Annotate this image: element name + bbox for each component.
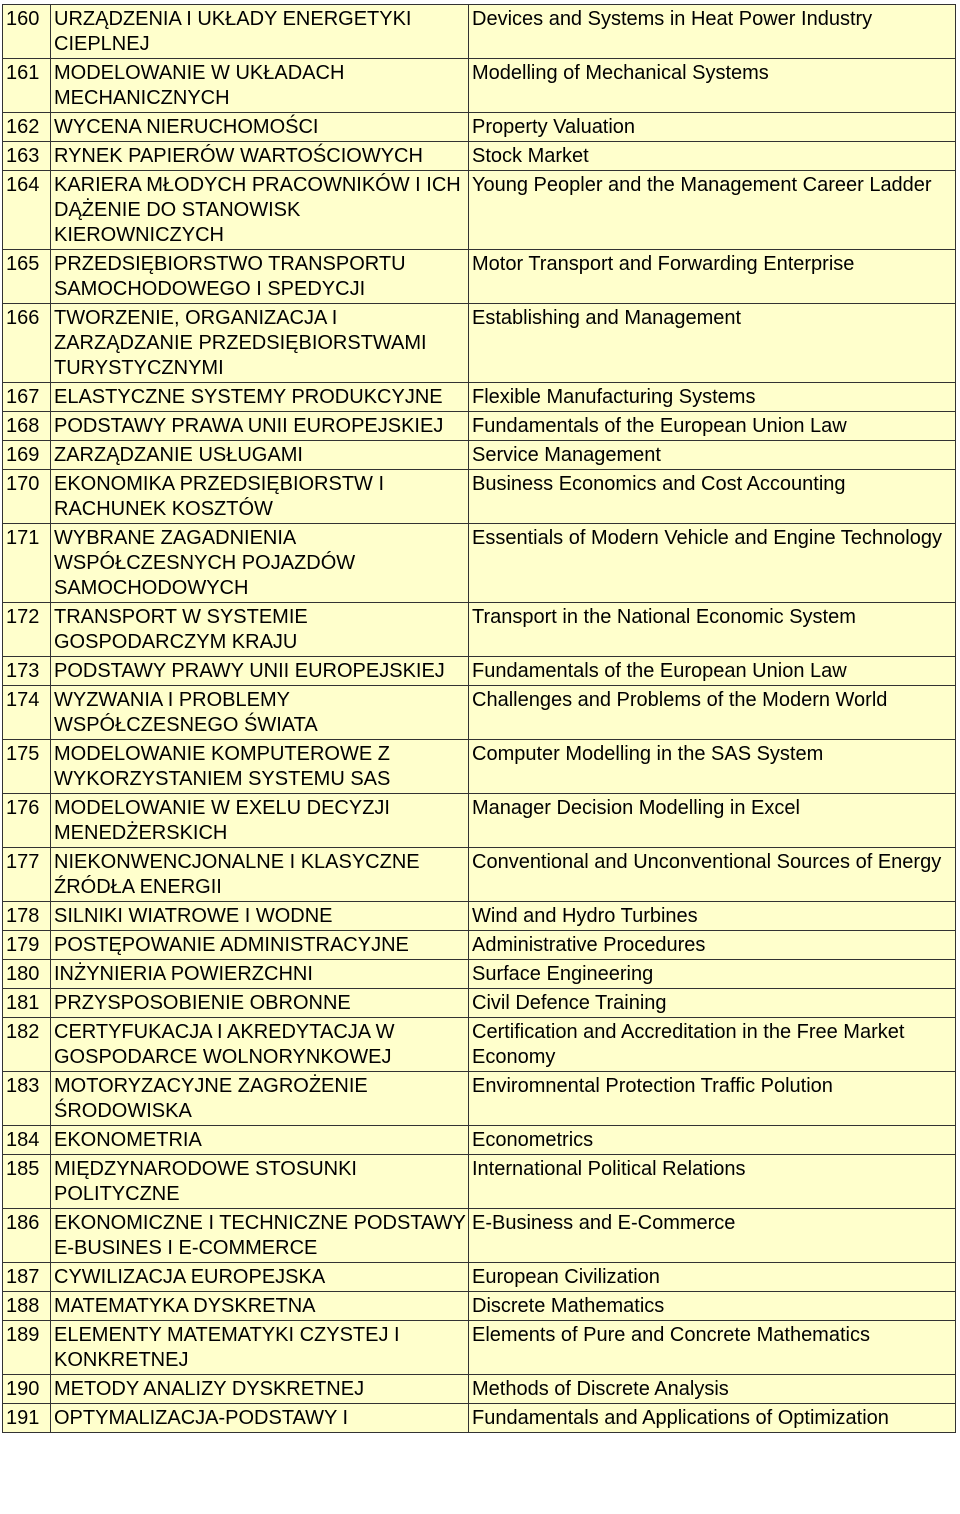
course-table bbox=[2, 4, 956, 1433]
course-title-polish: WYZWANIA I PROBLEMY WSPÓŁCZESNEGO ŚWIATA bbox=[51, 686, 469, 740]
course-title-english: Challenges and Problems of the Modern World bbox=[469, 686, 956, 740]
course-number: 164 bbox=[3, 171, 51, 250]
course-title-english: Discrete Mathematics bbox=[469, 1292, 956, 1321]
course-number: 163 bbox=[3, 142, 51, 171]
table-row bbox=[3, 1263, 956, 1292]
table-row bbox=[3, 304, 956, 383]
course-title-polish: TRANSPORT W SYSTEMIE GOSPODARCZYM KRAJU bbox=[51, 603, 469, 657]
table-row bbox=[3, 1155, 956, 1209]
course-title-polish: MIĘDZYNARODOWE STOSUNKI POLITYCZNE bbox=[51, 1155, 469, 1209]
table-row bbox=[3, 931, 956, 960]
course-title-english: Manager Decision Modelling in Excel bbox=[469, 794, 956, 848]
course-title-english: Administrative Procedures bbox=[469, 931, 956, 960]
table-row bbox=[3, 250, 956, 304]
course-title-english: Wind and Hydro Turbines bbox=[469, 902, 956, 931]
course-title-english: Property Valuation bbox=[469, 113, 956, 142]
course-title-english: Devices and Systems in Heat Power Industry bbox=[469, 5, 956, 59]
table-row bbox=[3, 1209, 956, 1263]
course-title-english: Civil Defence Training bbox=[469, 989, 956, 1018]
course-title-polish: NIEKONWENCJONALNE I KLASYCZNE ŹRÓDŁA ENERGII bbox=[51, 848, 469, 902]
course-number: 191 bbox=[3, 1404, 51, 1433]
table-row bbox=[3, 142, 956, 171]
course-title-english: Certification and Accreditation in the Free Market Economy bbox=[469, 1018, 956, 1072]
course-title-english: Fundamentals and Applications of Optimization bbox=[469, 1404, 956, 1433]
course-number: 174 bbox=[3, 686, 51, 740]
table-row bbox=[3, 59, 956, 113]
course-number: 177 bbox=[3, 848, 51, 902]
course-title-english: Business Economics and Cost Accounting bbox=[469, 470, 956, 524]
course-number: 170 bbox=[3, 470, 51, 524]
course-title-english: Methods of Discrete Analysis bbox=[469, 1375, 956, 1404]
table-row bbox=[3, 1018, 956, 1072]
table-row bbox=[3, 960, 956, 989]
course-number: 176 bbox=[3, 794, 51, 848]
course-title-polish: KARIERA MŁODYCH PRACOWNIKÓW I ICH DĄŻENIE DO STANOWISK KIEROWNICZYCH bbox=[51, 171, 469, 250]
course-title-polish: CYWILIZACJA EUROPEJSKA bbox=[51, 1263, 469, 1292]
table-row bbox=[3, 902, 956, 931]
course-number: 171 bbox=[3, 524, 51, 603]
table-row bbox=[3, 794, 956, 848]
course-title-polish: METODY ANALIZY DYSKRETNEJ bbox=[51, 1375, 469, 1404]
course-title-polish: PRZYSPOSOBIENIE OBRONNE bbox=[51, 989, 469, 1018]
course-title-english: Enviromnental Protection Traffic Polution bbox=[469, 1072, 956, 1126]
course-title-english: Fundamentals of the European Union Law bbox=[469, 412, 956, 441]
course-number: 178 bbox=[3, 902, 51, 931]
course-number: 167 bbox=[3, 383, 51, 412]
course-number: 189 bbox=[3, 1321, 51, 1375]
course-title-english: International Political Relations bbox=[469, 1155, 956, 1209]
course-title-polish: EKONOMICZNE I TECHNICZNE PODSTAWY E-BUSINES I E-COMMERCE bbox=[51, 1209, 469, 1263]
course-number: 175 bbox=[3, 740, 51, 794]
course-title-polish: MOTORYZACYJNE ZAGROŻENIE ŚRODOWISKA bbox=[51, 1072, 469, 1126]
course-number: 187 bbox=[3, 1263, 51, 1292]
course-title-polish: INŻYNIERIA POWIERZCHNI bbox=[51, 960, 469, 989]
course-number: 182 bbox=[3, 1018, 51, 1072]
table-row bbox=[3, 1072, 956, 1126]
course-number: 179 bbox=[3, 931, 51, 960]
course-number: 185 bbox=[3, 1155, 51, 1209]
course-title-polish: SILNIKI WIATROWE I WODNE bbox=[51, 902, 469, 931]
course-title-english: Young Peopler and the Management Career Ladder bbox=[469, 171, 956, 250]
course-title-polish: URZĄDZENIA I UKŁADY ENERGETYKI CIEPLNEJ bbox=[51, 5, 469, 59]
course-title-english: Flexible Manufacturing Systems bbox=[469, 383, 956, 412]
table-row bbox=[3, 441, 956, 470]
table-row bbox=[3, 113, 956, 142]
table-row bbox=[3, 686, 956, 740]
course-title-polish: WYCENA NIERUCHOMOŚCI bbox=[51, 113, 469, 142]
course-title-polish: WYBRANE ZAGADNIENIA WSPÓŁCZESNYCH POJAZDÓW SAMOCHODOWYCH bbox=[51, 524, 469, 603]
course-title-english: Conventional and Unconventional Sources of Energy bbox=[469, 848, 956, 902]
course-title-polish: TWORZENIE, ORGANIZACJA I ZARZĄDZANIE PRZEDSIĘBIORSTWAMI TURYSTYCZNYMI bbox=[51, 304, 469, 383]
course-title-english: Motor Transport and Forwarding Enterprise bbox=[469, 250, 956, 304]
course-title-english: Surface Engineering bbox=[469, 960, 956, 989]
table-row bbox=[3, 603, 956, 657]
table-row bbox=[3, 1292, 956, 1321]
course-title-polish: PODSTAWY PRAWY UNII EUROPEJSKIEJ bbox=[51, 657, 469, 686]
table-row bbox=[3, 740, 956, 794]
course-number: 166 bbox=[3, 304, 51, 383]
course-title-polish: CERTYFUKACJA I AKREDYTACJA W GOSPODARCE WOLNORYNKOWEJ bbox=[51, 1018, 469, 1072]
course-title-english: Establishing and Management bbox=[469, 304, 956, 383]
table-row bbox=[3, 470, 956, 524]
course-number: 184 bbox=[3, 1126, 51, 1155]
table-row bbox=[3, 1404, 956, 1433]
table-row bbox=[3, 383, 956, 412]
course-title-polish: MODELOWANIE KOMPUTEROWE Z WYKORZYSTANIEM SYSTEMU SAS bbox=[51, 740, 469, 794]
course-title-english: Econometrics bbox=[469, 1126, 956, 1155]
course-title-polish: PRZEDSIĘBIORSTWO TRANSPORTU SAMOCHODOWEGO I SPEDYCJI bbox=[51, 250, 469, 304]
table-row bbox=[3, 657, 956, 686]
table-row bbox=[3, 848, 956, 902]
course-title-english: Essentials of Modern Vehicle and Engine Technology bbox=[469, 524, 956, 603]
course-title-english: Modelling of Mechanical Systems bbox=[469, 59, 956, 113]
course-title-polish: MODELOWANIE W UKŁADACH MECHANICZNYCH bbox=[51, 59, 469, 113]
course-title-polish: ELASTYCZNE SYSTEMY PRODUKCYJNE bbox=[51, 383, 469, 412]
course-number: 173 bbox=[3, 657, 51, 686]
table-row bbox=[3, 171, 956, 250]
course-title-polish: EKONOMIKA PRZEDSIĘBIORSTW I RACHUNEK KOSZTÓW bbox=[51, 470, 469, 524]
table-row bbox=[3, 1375, 956, 1404]
course-number: 183 bbox=[3, 1072, 51, 1126]
course-title-polish: MODELOWANIE W EXELU DECYZJI MENEDŻERSKICH bbox=[51, 794, 469, 848]
course-title-english: Elements of Pure and Concrete Mathematics bbox=[469, 1321, 956, 1375]
course-title-polish: OPTYMALIZACJA-PODSTAWY I bbox=[51, 1404, 469, 1433]
table-row bbox=[3, 412, 956, 441]
course-title-english: Computer Modelling in the SAS System bbox=[469, 740, 956, 794]
course-number: 190 bbox=[3, 1375, 51, 1404]
course-number: 168 bbox=[3, 412, 51, 441]
course-number: 160 bbox=[3, 5, 51, 59]
course-number: 161 bbox=[3, 59, 51, 113]
course-title-polish: PODSTAWY PRAWA UNII EUROPEJSKIEJ bbox=[51, 412, 469, 441]
course-title-english: European Civilization bbox=[469, 1263, 956, 1292]
course-number: 162 bbox=[3, 113, 51, 142]
course-title-polish: ZARZĄDZANIE USŁUGAMI bbox=[51, 441, 469, 470]
course-table-body bbox=[3, 5, 956, 1433]
course-number: 165 bbox=[3, 250, 51, 304]
course-title-english: E-Business and E-Commerce bbox=[469, 1209, 956, 1263]
course-number: 172 bbox=[3, 603, 51, 657]
table-row bbox=[3, 524, 956, 603]
course-number: 181 bbox=[3, 989, 51, 1018]
table-row bbox=[3, 1126, 956, 1155]
course-title-polish: ELEMENTY MATEMATYKI CZYSTEJ I KONKRETNEJ bbox=[51, 1321, 469, 1375]
course-number: 186 bbox=[3, 1209, 51, 1263]
course-title-english: Stock Market bbox=[469, 142, 956, 171]
course-title-english: Transport in the National Economic System bbox=[469, 603, 956, 657]
table-row bbox=[3, 5, 956, 59]
course-number: 180 bbox=[3, 960, 51, 989]
course-number: 169 bbox=[3, 441, 51, 470]
course-number: 188 bbox=[3, 1292, 51, 1321]
table-row bbox=[3, 1321, 956, 1375]
course-title-polish: EKONOMETRIA bbox=[51, 1126, 469, 1155]
course-title-english: Service Management bbox=[469, 441, 956, 470]
table-row bbox=[3, 989, 956, 1018]
course-title-polish: MATEMATYKA DYSKRETNA bbox=[51, 1292, 469, 1321]
course-title-polish: RYNEK PAPIERÓW WARTOŚCIOWYCH bbox=[51, 142, 469, 171]
course-title-polish: POSTĘPOWANIE ADMINISTRACYJNE bbox=[51, 931, 469, 960]
course-title-english: Fundamentals of the European Union Law bbox=[469, 657, 956, 686]
